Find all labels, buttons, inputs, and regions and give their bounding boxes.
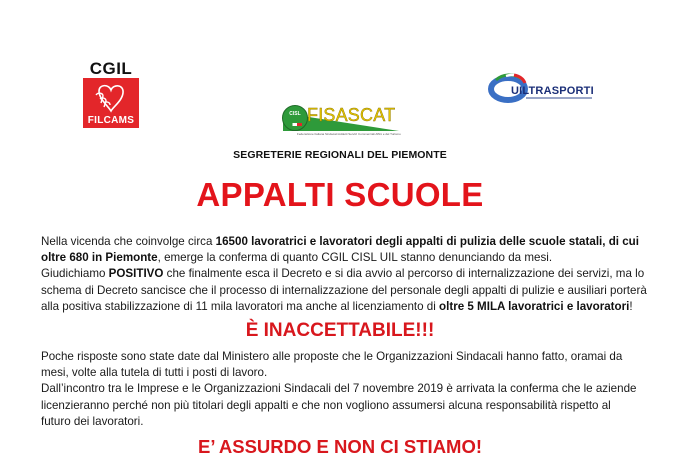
filcams-logo-text: FILCAMS	[87, 115, 135, 126]
heading-inaccettabile: È INACCETTABILE!!!	[245, 320, 435, 341]
text-run: alla positiva stabilizzazione di 11 mila lavoratori ma anche al licenziamento di	[41, 299, 440, 313]
paragraph-line: licenzieranno perché non più titolari degli appalti e che non vogliono assumersi alcuna responsabilità rispetto al	[41, 398, 611, 412]
bold-text-run: POSITIVO	[108, 267, 164, 281]
uiltrasporti-logo-subtitle-line	[526, 97, 592, 99]
cisl-circle-logo	[282, 105, 308, 131]
text-run: che finalmente esca il Decreto e si dia avvio al percorso di internalizzazione dei servizi, ma lo	[163, 267, 645, 281]
heading-assurdo: E’ ASSURDO E NON CI STIAMO!	[197, 436, 483, 457]
cgil-filcams-logo	[80, 60, 142, 134]
text-run: !	[629, 299, 633, 313]
uiltrasporti-logo	[486, 66, 598, 106]
bold-text-run: oltre 5 MILA lavoratrici e lavoratori	[439, 299, 630, 313]
paragraph-line	[41, 250, 641, 266]
paragraph-line: schema di Decreto sancisce che il processo di internalizzazione del personale degli appalti di pulizie e ausiliari porterà	[41, 283, 647, 297]
fisascat-logo-subtitle: Federazione Italiana Sindacati Addetti Servizi Commerciali Affini e del Turismo	[297, 132, 401, 136]
italian-flag-stripe	[288, 123, 302, 126]
paragraph-line	[41, 299, 641, 315]
paragraph-line: Poche risposte sono state date dal Ministero alle proposte che le Organizzazioni Sindacali hanno fatto, oramai da	[41, 350, 623, 363]
document-title: APPALTI SCUOLE	[196, 176, 484, 213]
filcams-red-box	[83, 78, 139, 128]
fisascat-logo-text: FISASCAT	[307, 105, 396, 125]
bold-text-run: oltre 680 in Piemonte	[41, 251, 158, 265]
paragraph-details	[41, 349, 641, 430]
paragraph-line	[41, 234, 641, 250]
paragraph-line	[41, 266, 645, 282]
paragraph-line: futuro dei lavoratori.	[41, 414, 144, 428]
paragraph-line: mesi, volte alla tutela di tutti i posti di lavoro.	[41, 366, 268, 380]
document-subtitle: SEGRETERIE REGIONALI DEL PIEMONTE	[233, 149, 447, 161]
cgil-logo-text: CGIL	[89, 59, 133, 78]
bold-text-run: 16500 lavoratrici e lavoratori degli appalti di pulizia delle scuole statali, di cui	[215, 235, 639, 248]
heart-hands-icon	[91, 81, 131, 115]
fisascat-logo	[279, 103, 403, 137]
uiltrasporti-logo-text: UILTRASPORTI	[511, 85, 594, 97]
text-run: , emerge la conferma di quanto CGIL CISL UIL stanno denunciando da mesi.	[157, 251, 553, 265]
cisl-logo-text: CISL	[289, 111, 301, 117]
text-run: Giudichiamo	[41, 267, 109, 281]
paragraph-intro	[41, 234, 647, 315]
paragraph-line: Dall’incontro tra le Imprese e le Organizzazioni Sindacali del 7 novembre 2019 è arrivata la conferma che le aziende	[41, 382, 637, 396]
text-run: Nella vicenda che coinvolge circa	[41, 235, 216, 248]
